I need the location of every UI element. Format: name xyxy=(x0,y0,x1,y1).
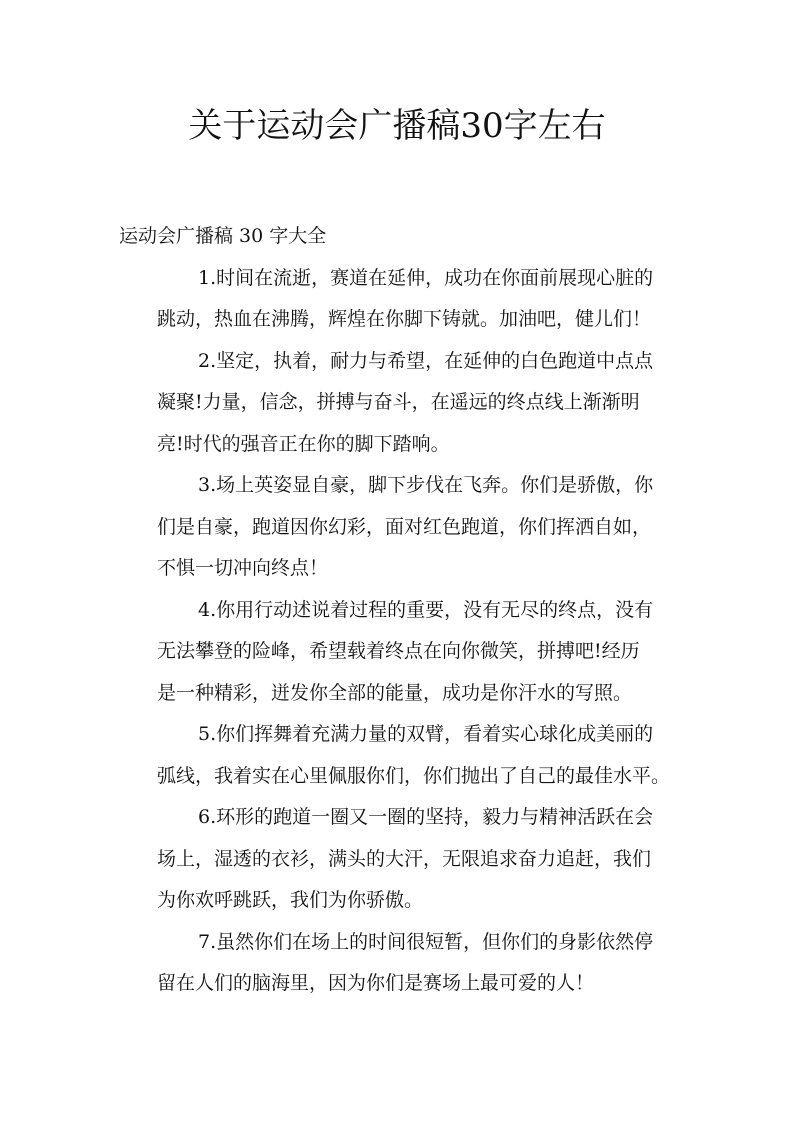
paragraph-line: 2.坚定，执着，耐力与希望，在延伸的白色跑道中点点 xyxy=(198,349,654,372)
paragraph-line: 凝聚!力量，信念，拼搏与奋斗，在遥远的终点线上渐渐明 xyxy=(157,391,640,413)
paragraph-line: 亮!时代的强音正在你的脚下踏响。 xyxy=(157,432,450,455)
document-body xyxy=(119,216,679,1005)
paragraph-line: 场上，湿透的衣衫，满头的大汗，无限追求奋力追赶，我们 xyxy=(157,847,652,870)
paragraph-4 xyxy=(119,590,679,715)
paragraph-line: 们是自豪，跑道因你幻彩，面对红色跑道，你们挥洒自如， xyxy=(157,515,652,538)
paragraph-line: 1.时间在流逝，赛道在延伸，成功在你面前展现心脏的 xyxy=(198,266,654,289)
paragraph-line: 不惧一切冲向终点！ xyxy=(157,557,329,579)
document-subtitle: 运动会广播稿 30 字大全 xyxy=(119,225,327,247)
paragraph-line: 6.环形的跑道一圈又一圈的坚持，毅力与精神活跃在会 xyxy=(198,806,654,828)
page-title: 关于运动会广播稿30字左右 xyxy=(188,106,606,146)
paragraph-line: 留在人们的脑海里，因为你们是赛场上最可爱的人！ xyxy=(157,972,595,994)
paragraph-line: 7.虽然你们在场上的时间很短暂，但你们的身影依然停 xyxy=(198,930,654,953)
paragraph-line: 4.你用行动述说着过程的重要，没有无尽的终点，没有 xyxy=(198,598,654,621)
paragraph-line: 为你欢呼跳跃，我们为你骄傲。 xyxy=(157,889,424,911)
paragraph-7 xyxy=(119,922,679,1005)
paragraph-line: 3.场上英姿显自豪，脚下步伐在飞奔。你们是骄傲，你 xyxy=(198,474,654,496)
paragraph-line: 是一种精彩，迸发你全部的能量，成功是你汗水的写照。 xyxy=(157,681,633,704)
paragraph-1 xyxy=(119,258,679,341)
paragraph-line: 跳动，热血在沸腾，辉煌在你脚下铸就。加油吧，健儿们！ xyxy=(157,308,652,330)
paragraph-3 xyxy=(119,465,679,590)
paragraph-line: 无法攀登的险峰，希望载着终点在向你微笑，拼搏吧!经历 xyxy=(157,640,640,662)
paragraph-5 xyxy=(119,714,679,797)
paragraph-2 xyxy=(119,341,679,466)
paragraph-line: 5.你们挥舞着充满力量的双臂，看着实心球化成美丽的 xyxy=(198,723,654,745)
paragraph-line: 弧线，我着实在心里佩服你们，你们抛出了自己的最佳水平。 xyxy=(157,764,671,787)
paragraph-6 xyxy=(119,797,679,922)
